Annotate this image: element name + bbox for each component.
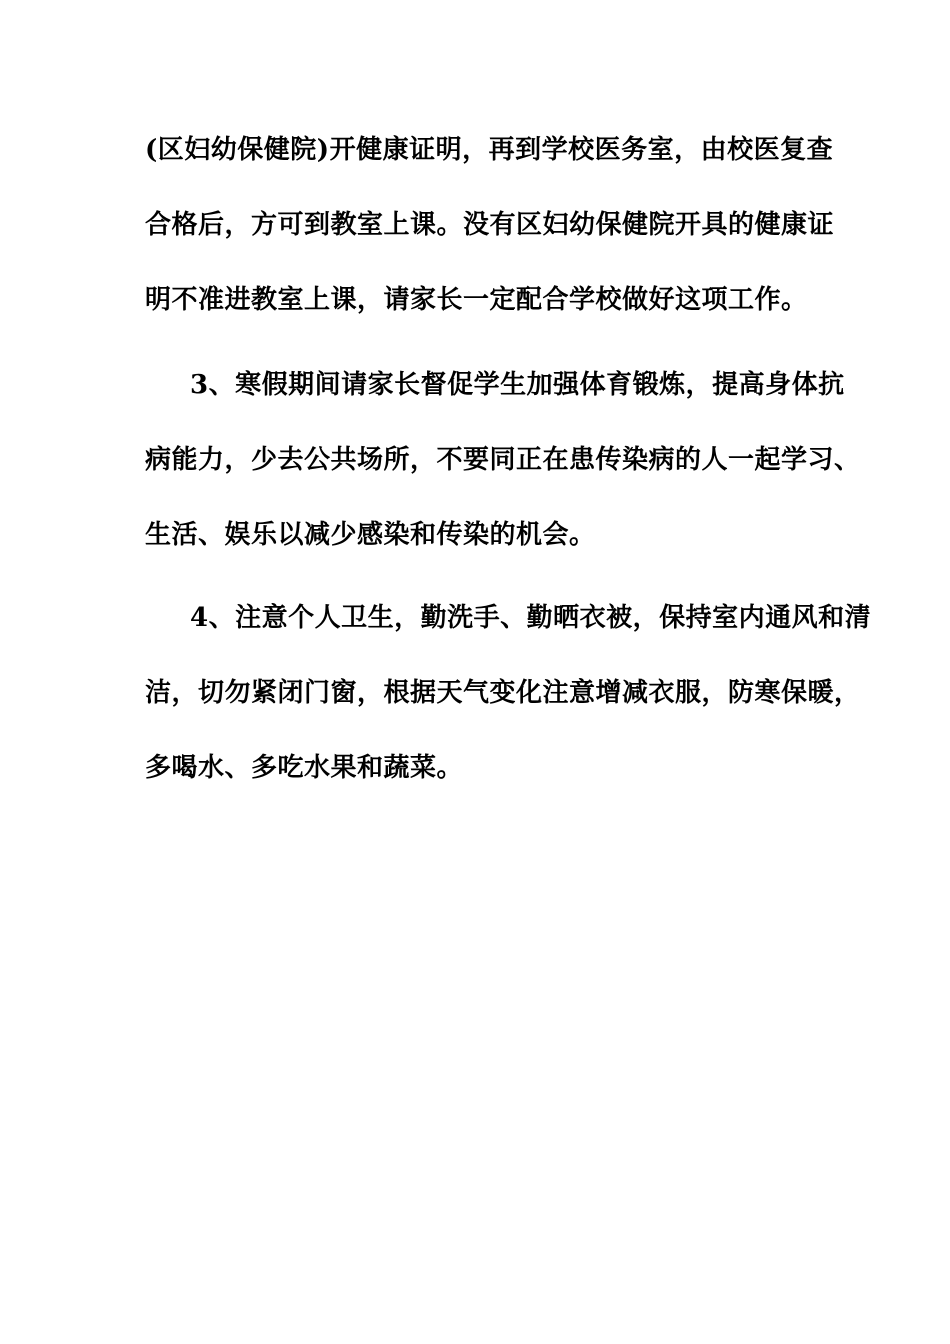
paragraph-3-line-3: 多喝水、多吃水果和蔬菜。 bbox=[145, 753, 464, 783]
paragraph-2-line-2: 病能力，少去公共场所，不要同正在患传染病的人一起学习、 bbox=[145, 445, 861, 475]
paragraph-2-line-1: 3、寒假期间请家长督促学生加强体育锻炼，提高身体抗 bbox=[190, 370, 845, 400]
paragraph-1-line-3: 明不准进教室上课，请家长一定配合学校做好这项工作。 bbox=[145, 285, 808, 315]
paragraph-2-line-3: 生活、娱乐以减少感染和传染的机会。 bbox=[145, 520, 596, 550]
paragraph-1-line-1: (区妇幼保健院)开健康证明，再到学校医务室，由校医复查 bbox=[145, 135, 834, 165]
paragraph-3-line-2: 洁，切勿紧闭门窗，根据天气变化注意增减衣服，防寒保暖， bbox=[145, 678, 861, 708]
paragraph-3-line-1: 4、注意个人卫生，勤洗手、勤晒衣被，保持室内通风和清 bbox=[190, 603, 872, 633]
paragraph-1-line-2: 合格后，方可到教室上课。没有区妇幼保健院开具的健康证 bbox=[145, 210, 835, 240]
